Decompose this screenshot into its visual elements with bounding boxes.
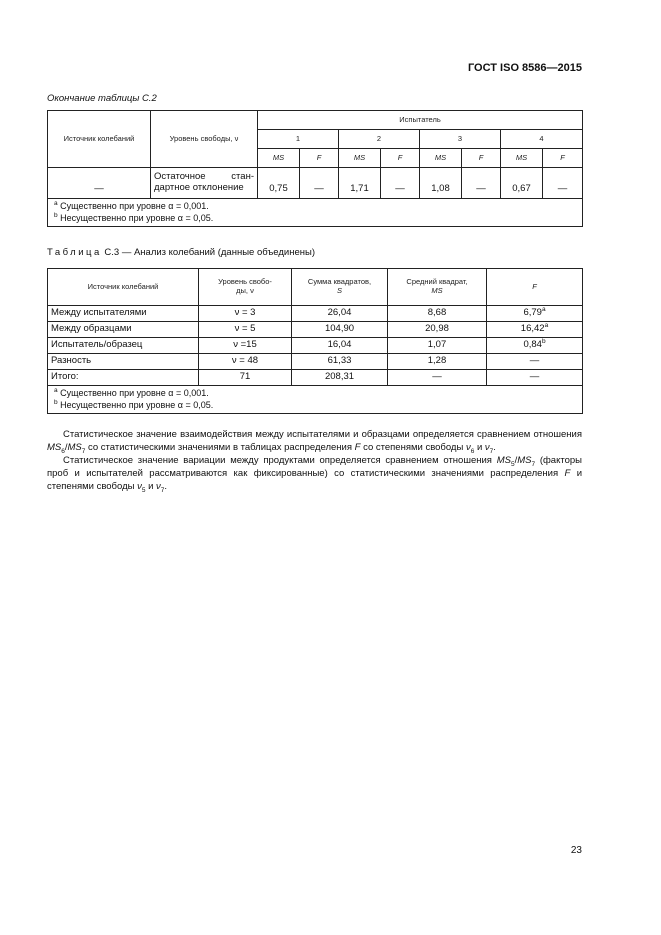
cell-f: —: [487, 370, 583, 386]
cell-dof: ν =15: [199, 338, 292, 354]
cell-value: 1,71: [339, 168, 381, 199]
page-number: 23: [570, 845, 582, 856]
header-ms: MS: [420, 149, 462, 168]
cell-f: 6,79$^a$: [487, 306, 583, 322]
header-sum-squares: Сумма квадратов, S: [292, 269, 388, 306]
header-tester-3: 3: [420, 130, 501, 149]
table-row: [48, 168, 583, 199]
header-f: F: [381, 149, 420, 168]
cell-ss: 16,04: [292, 338, 388, 354]
header-f: F: [543, 149, 583, 168]
cell-ms: 1,28: [388, 354, 487, 370]
header-tester-1: 1: [258, 130, 339, 149]
table-row: [48, 354, 583, 370]
cell-ms: 20,98: [388, 322, 487, 338]
cell-f: 16,42$^a$: [487, 322, 583, 338]
cell-value: 1,08: [420, 168, 462, 199]
paragraph-interaction: Статистическое значение взаимодействия между испытателями и образцами определяется сравнением отношения $MS_6/MS_7$ со статистическими значениями в таблицах распределения F со степенями свободы $\nu_6$ и $\nu_7$.: [47, 429, 582, 455]
footnote-b: Несущественно при уровне α = 0,05.: [60, 399, 214, 410]
table-c2: [47, 110, 583, 227]
cell-source: —: [48, 168, 151, 199]
cell-ms: 8,68: [388, 306, 487, 322]
table-c3: [47, 268, 583, 414]
header-dof: Уровень свободы, ν: [151, 111, 258, 168]
cell-value: —: [462, 168, 501, 199]
table-c2-caption: Окончание таблицы С.2: [47, 93, 157, 104]
header-f: F: [487, 269, 583, 306]
header-ms: MS: [501, 149, 543, 168]
cell-dof: ν = 5: [199, 322, 292, 338]
header-source: Источник колебаний: [48, 111, 151, 168]
cell-dof: ν = 48: [199, 354, 292, 370]
table-row: [48, 306, 583, 322]
cell-value: 0,67: [501, 168, 543, 199]
cell-ms: 1,07: [388, 338, 487, 354]
cell-source: Между испытателями: [48, 306, 199, 322]
paragraph-product-variation: Статистическое значение вариации между продуктами определяется сравнением отношения $MS_5/MS_7$ (факторы проб и испытателей рассматриваются как фиксированные) со статистическими значениями распределения F и степенями свободы $\nu_5$ и $\nu_7$.: [47, 455, 582, 494]
cell-value: 0,75: [258, 168, 300, 199]
header-tester-4: 4: [501, 130, 583, 149]
header-dof: Уровень свобо- ды, ν: [199, 269, 292, 306]
table-c3-footnotes: $^a$ Существенно при уровне α = 0,001. $^b$ Несущественно при уровне α = 0,05.: [48, 386, 583, 414]
cell-source: Испытатель/образец: [48, 338, 199, 354]
header-ms: MS: [339, 149, 381, 168]
header-source: Источник колебаний: [48, 269, 199, 306]
cell-ss: 208,31: [292, 370, 388, 386]
cell-ss: 104,90: [292, 322, 388, 338]
cell-label: Остаточное стан- дартное отклонение: [151, 168, 258, 199]
header-mean-square: Средний квадрат, MS: [388, 269, 487, 306]
body-paragraphs: [47, 428, 582, 493]
footnote-b: Несущественно при уровне α = 0,05.: [60, 212, 214, 223]
cell-value: —: [300, 168, 339, 199]
header-ms: MS: [258, 149, 300, 168]
cell-ss: 61,33: [292, 354, 388, 370]
header-testers-group: Испытатель: [258, 111, 583, 130]
cell-ms: —: [388, 370, 487, 386]
table-row: [48, 338, 583, 354]
table-row: [48, 370, 583, 386]
cell-source: Итого:: [48, 370, 199, 386]
cell-f: —: [487, 354, 583, 370]
cell-source: Между образцами: [48, 322, 199, 338]
cell-ss: 26,04: [292, 306, 388, 322]
header-tester-2: 2: [339, 130, 420, 149]
header-f: F: [462, 149, 501, 168]
document-header: ГОСТ ISO 8586—2015: [467, 62, 582, 74]
header-f: F: [300, 149, 339, 168]
table-c3-caption: Таблица С.3 — Анализ колебаний (данные объединены): [47, 247, 316, 258]
cell-f: 0,84$^b$: [487, 338, 583, 354]
cell-source: Разность: [48, 354, 199, 370]
cell-value: —: [543, 168, 583, 199]
table-row: [48, 322, 583, 338]
footnote-a: Существенно при уровне α = 0,001.: [60, 201, 209, 211]
footnote-a: Существенно при уровне α = 0,001.: [60, 388, 209, 398]
cell-dof: ν = 3: [199, 306, 292, 322]
cell-value: —: [381, 168, 420, 199]
table-c2-footnotes: $^a$ Существенно при уровне α = 0,001. $^b$ Несущественно при уровне α = 0,05.: [48, 199, 583, 227]
cell-dof: 71: [199, 370, 292, 386]
